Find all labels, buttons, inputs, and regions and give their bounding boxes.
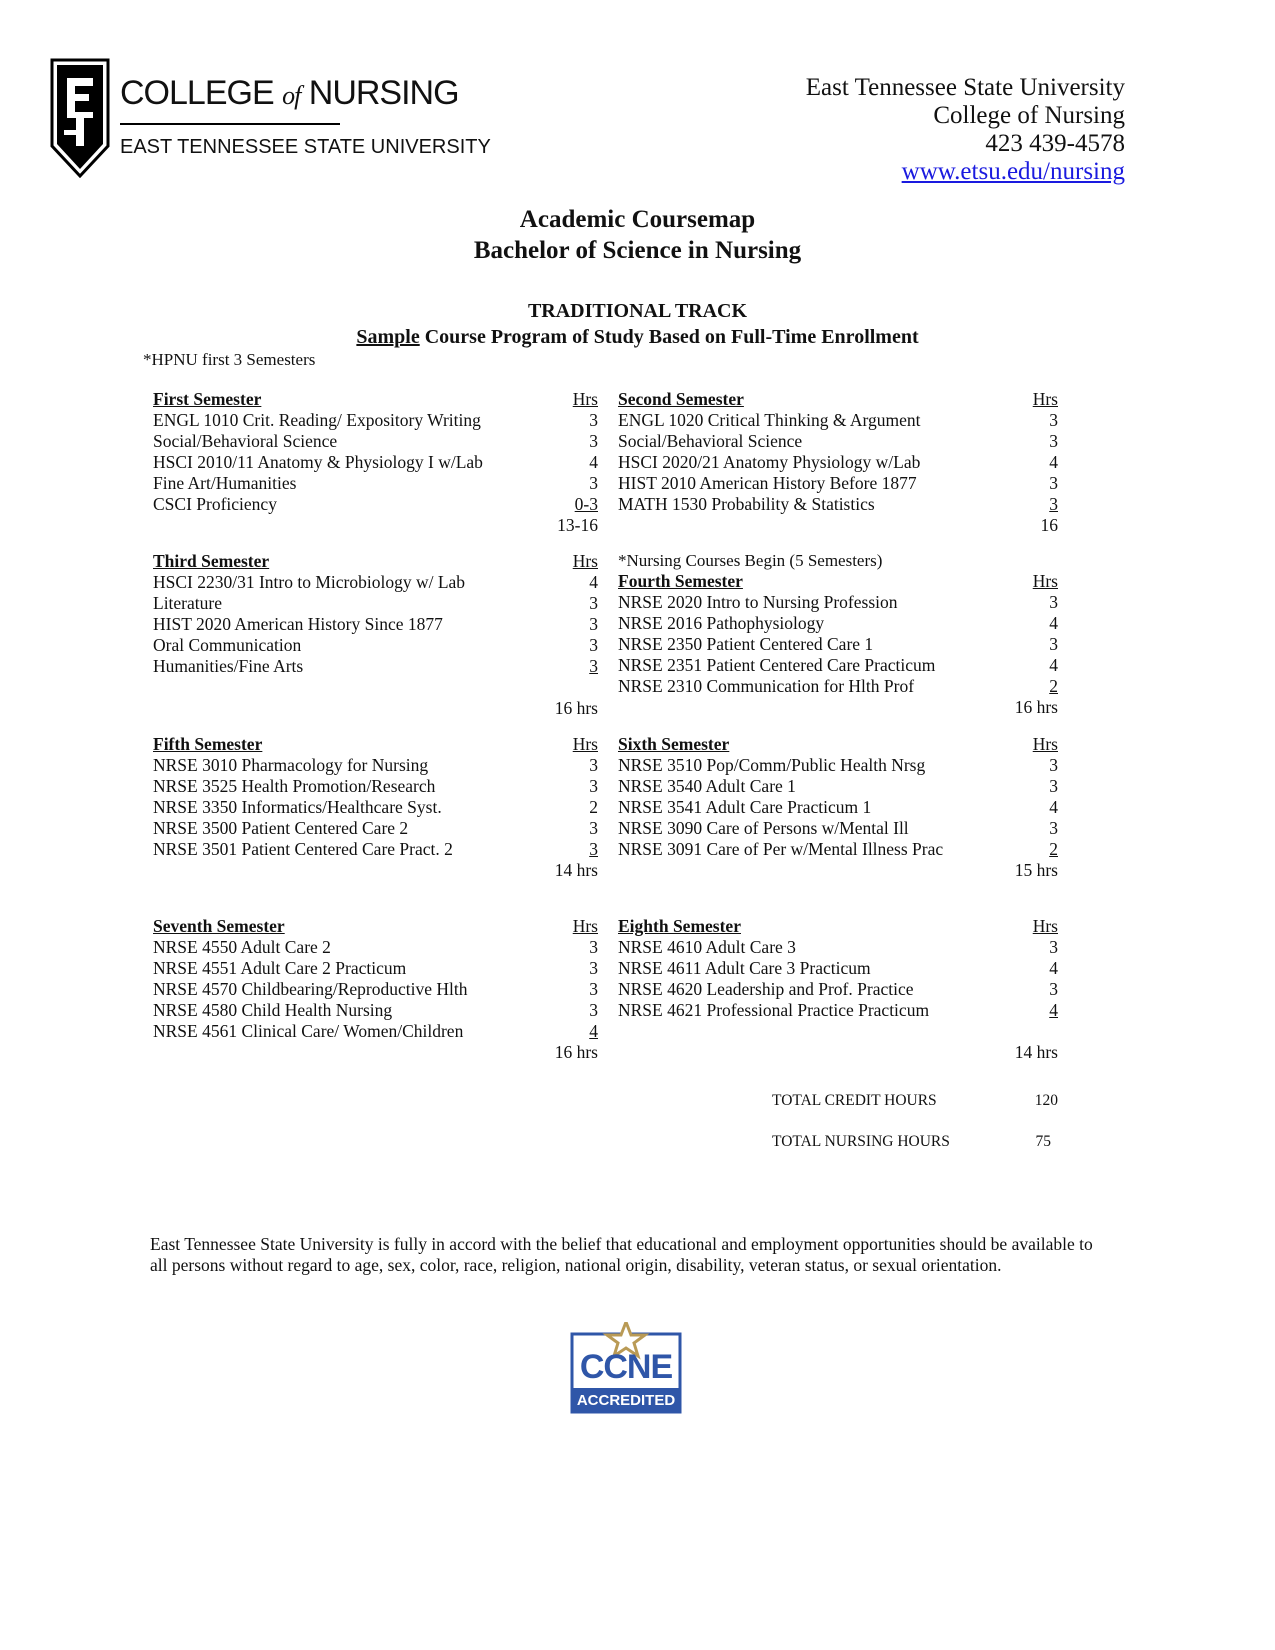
course-row-label: HIST 2020 American History Since 1877 [153, 614, 443, 634]
course-row [153, 473, 598, 494]
course-row-label: NRSE 3010 Pharmacology for Nursing [153, 755, 429, 775]
course-row-label: NRSE 3510 Pop/Comm/Public Health Nrsg [618, 755, 926, 775]
course-row-hours: 4 [589, 1021, 598, 1041]
semester-heading [618, 389, 1058, 410]
course-row-label: NRSE 3541 Adult Care Practicum 1 [618, 797, 872, 817]
seventh-semester [153, 916, 598, 1063]
course-row [618, 676, 1058, 697]
course-row-hours: 4 [1049, 797, 1058, 817]
semester-heading-label: Seventh Semester [153, 916, 285, 936]
semester-heading [153, 551, 598, 572]
course-row-label: Literature [153, 593, 222, 613]
course-row-hours: 4 [1049, 452, 1058, 472]
semester-heading [153, 916, 598, 937]
course-row-label: Fine Art/Humanities [153, 473, 297, 493]
semester-heading [153, 734, 598, 755]
semester-total-hours: 13-16 [557, 515, 598, 535]
semester-total [153, 1042, 598, 1063]
course-row [153, 979, 598, 1000]
course-row-label: CSCI Proficiency [153, 494, 277, 514]
course-row-label: HSCI 2230/31 Intro to Microbiology w/ Lab [153, 572, 466, 592]
course-row-hours: 4 [589, 452, 598, 472]
semester-heading-label: First Semester [153, 389, 262, 409]
course-row-hours: 3 [1049, 755, 1058, 775]
semester-heading-hours: Hrs [572, 551, 598, 571]
semester-total [618, 860, 1058, 881]
course-row-label: NRSE 4621 Professional Practice Practicum [618, 1000, 930, 1020]
semester-total-hours: 16 hrs [554, 698, 598, 718]
logo-college-of-nursing [120, 74, 459, 113]
course-row [153, 656, 598, 677]
course-row [153, 755, 598, 776]
course-row-hours: 3 [589, 818, 598, 838]
course-row [618, 937, 1058, 958]
course-row-hours: 3 [589, 431, 598, 451]
semester-total [153, 860, 598, 881]
semester-heading [153, 389, 598, 410]
course-row-hours: 4 [589, 572, 598, 592]
course-row-hours: 3 [589, 410, 598, 430]
track-heading: TRADITIONAL TRACK [527, 300, 748, 322]
course-row-label: NRSE 2351 Patient Centered Care Practicum [618, 655, 936, 675]
course-row-label: NRSE 4551 Adult Care 2 Practicum [153, 958, 407, 978]
course-row-hours: 4 [1049, 655, 1058, 675]
course-row [618, 776, 1058, 797]
semester-total [618, 1042, 1058, 1063]
semester-total-hours: 14 hrs [1014, 1042, 1058, 1062]
course-row [153, 776, 598, 797]
course-row [153, 818, 598, 839]
contact-phone: 423 439-4578 [985, 130, 1125, 157]
course-row-label: HSCI 2020/21 Anatomy Physiology w/Lab [618, 452, 921, 472]
course-row [618, 452, 1058, 473]
logo-word-college: COLLEGE [120, 74, 274, 112]
course-row [618, 613, 1058, 634]
course-row-hours: 3 [1049, 937, 1058, 957]
total-credit-label: TOTAL CREDIT HOURS [772, 1092, 937, 1109]
course-row [153, 958, 598, 979]
course-row-hours: 3 [589, 635, 598, 655]
course-row-hours: 4 [1049, 1000, 1058, 1020]
contact-college: College of Nursing [933, 102, 1125, 129]
course-row-label: NRSE 4561 Clinical Care/ Women/Children [153, 1021, 464, 1041]
semester-total [618, 515, 1058, 536]
course-row-hours: 3 [1049, 592, 1058, 612]
first-semester [153, 389, 598, 536]
course-row [153, 572, 598, 593]
website-link[interactable]: www.etsu.edu/nursing [901, 158, 1125, 185]
course-row [153, 452, 598, 473]
course-row-hours: 3 [1049, 818, 1058, 838]
contact-block [806, 74, 1125, 186]
course-row [153, 593, 598, 614]
course-row [618, 655, 1058, 676]
eeo-statement: East Tennessee State University is fully in accord with the belief that educational and employment opportunities should be available to all persons without regard to age, sex, color, race, religion, national origin, disability, veteran status, or sexual orientation. [150, 1234, 1093, 1275]
course-row [618, 839, 1058, 860]
semester-total-hours: 15 hrs [1014, 860, 1058, 880]
semester-total-hours: 16 hrs [1014, 697, 1058, 717]
course-row [153, 797, 598, 818]
course-row-label: ENGL 1010 Crit. Reading/ Expository Writing [153, 410, 481, 430]
ccne-accredited-text: ACCREDITED [576, 1392, 676, 1409]
course-row-label: NRSE 2020 Intro to Nursing Profession [618, 592, 898, 612]
course-row-hours: 3 [589, 614, 598, 634]
course-row [153, 494, 598, 515]
semester-total [618, 697, 1058, 718]
semester-heading-hours: Hrs [1032, 916, 1058, 936]
course-row-hours: 3 [1049, 431, 1058, 451]
course-row-hours: 4 [1049, 958, 1058, 978]
course-row-label: HIST 2010 American History Before 1877 [618, 473, 917, 493]
program-prefix: Sample [356, 326, 420, 348]
course-row [153, 635, 598, 656]
course-row-hours: 3 [589, 776, 598, 796]
total-credit-value: 120 [1034, 1092, 1058, 1109]
course-row-label: NRSE 4550 Adult Care 2 [153, 937, 331, 957]
etsu-shield-icon [50, 58, 110, 178]
course-row-label: NRSE 3525 Health Promotion/Research [153, 776, 436, 796]
ccne-accredited-badge [570, 1322, 682, 1414]
page-subtitle: Bachelor of Science in Nursing [473, 237, 802, 264]
course-row [618, 958, 1058, 979]
semester-heading [618, 916, 1058, 937]
course-row-label: ENGL 1020 Critical Thinking & Argument [618, 410, 921, 430]
fourth-semester [618, 571, 1058, 718]
eighth-semester [618, 916, 1058, 1063]
third-semester [153, 551, 598, 719]
total-nursing-value: 75 [1035, 1133, 1051, 1150]
course-row [153, 937, 598, 958]
course-row-hours: 3 [1049, 473, 1058, 493]
logo-divider [120, 123, 340, 125]
spacer-row [153, 677, 598, 698]
semester-total [153, 515, 598, 536]
course-row-label: NRSE 3091 Care of Per w/Mental Illness Prac [618, 839, 944, 859]
semester-heading-label: Eighth Semester [618, 916, 741, 936]
course-row-label: NRSE 2016 Pathophysiology [618, 613, 825, 633]
course-row-hours: 3 [589, 839, 598, 859]
course-row-hours: 4 [1049, 613, 1058, 633]
program-heading [0, 326, 1275, 349]
nursing-begin-note: *Nursing Courses Begin (5 Semesters) [618, 551, 883, 570]
course-row-label: MATH 1530 Probability & Statistics [618, 494, 875, 514]
course-row [618, 797, 1058, 818]
course-row-label: HSCI 2010/11 Anatomy & Physiology I w/Lab [153, 452, 483, 472]
semester-heading-hours: Hrs [1032, 734, 1058, 754]
logo-word-of: of [282, 81, 301, 110]
program-rest: Course Program of Study Based on Full-Time Enrollment [419, 326, 919, 348]
course-row-label: NRSE 4610 Adult Care 3 [618, 937, 796, 957]
course-row-hours: 3 [589, 937, 598, 957]
course-row-hours: 0-3 [574, 494, 598, 514]
semester-total [153, 698, 598, 719]
semester-heading-hours: Hrs [572, 916, 598, 936]
semester-heading-label: Second Semester [618, 389, 744, 409]
course-row [618, 634, 1058, 655]
course-row [618, 818, 1058, 839]
course-row-hours: 3 [1049, 634, 1058, 654]
course-row-label: NRSE 4620 Leadership and Prof. Practice [618, 979, 914, 999]
course-row [153, 1021, 598, 1042]
course-row-hours: 3 [589, 755, 598, 775]
semester-heading-label: Fifth Semester [153, 734, 263, 754]
course-row-hours: 3 [1049, 494, 1058, 514]
college-logo [50, 58, 491, 178]
sixth-semester [618, 734, 1058, 881]
course-row-hours: 3 [589, 473, 598, 493]
course-row-hours: 3 [1049, 776, 1058, 796]
course-row [618, 494, 1058, 515]
semester-total-hours: 16 [1040, 515, 1058, 535]
course-row-hours: 3 [589, 1000, 598, 1020]
page-title: Academic Coursemap [519, 206, 756, 233]
course-row [618, 410, 1058, 431]
total-nursing-label: TOTAL NURSING HOURS [772, 1133, 950, 1150]
course-row [153, 431, 598, 452]
course-row-label: NRSE 2350 Patient Centered Care 1 [618, 634, 874, 654]
semester-heading-hours: Hrs [1032, 389, 1058, 409]
semester-heading-hours: Hrs [572, 389, 598, 409]
course-row [153, 1000, 598, 1021]
fifth-semester [153, 734, 598, 881]
course-row-hours: 3 [589, 656, 598, 676]
course-row-hours: 3 [589, 958, 598, 978]
course-row [618, 473, 1058, 494]
logo-etsu: EAST TENNESSEE STATE UNIVERSITY [120, 136, 491, 158]
course-row-hours: 3 [1049, 979, 1058, 999]
course-row-label: Oral Communication [153, 635, 302, 655]
course-row [153, 839, 598, 860]
course-row [618, 755, 1058, 776]
semester-heading-label: Third Semester [153, 551, 270, 571]
course-row [153, 614, 598, 635]
course-row-hours: 2 [1049, 839, 1058, 859]
course-row-label: Social/Behavioral Science [618, 431, 803, 451]
semester-heading-hours: Hrs [1032, 571, 1058, 591]
semester-heading [618, 571, 1058, 592]
course-row [618, 979, 1058, 1000]
semester-heading-label: Fourth Semester [618, 571, 743, 591]
course-row-label: NRSE 3500 Patient Centered Care 2 [153, 818, 409, 838]
second-semester [618, 389, 1058, 536]
semester-heading [618, 734, 1058, 755]
course-row-label: NRSE 3350 Informatics/Healthcare Syst. [153, 797, 442, 817]
course-row-hours: 3 [1049, 410, 1058, 430]
course-row-label: NRSE 4570 Childbearing/Reproductive Hlth [153, 979, 468, 999]
course-row-label: Humanities/Fine Arts [153, 656, 304, 676]
semester-total-hours: 14 hrs [554, 860, 598, 880]
course-row-label: NRSE 4611 Adult Care 3 Practicum [618, 958, 871, 978]
semester-heading-label: Sixth Semester [618, 734, 730, 754]
course-row [618, 1000, 1058, 1021]
course-row-label: NRSE 3501 Patient Centered Care Pract. 2 [153, 839, 453, 859]
course-row [153, 410, 598, 431]
course-row [618, 431, 1058, 452]
contact-university: East Tennessee State University [805, 74, 1125, 101]
course-row-label: NRSE 3540 Adult Care 1 [618, 776, 796, 796]
semester-heading-hours: Hrs [572, 734, 598, 754]
course-row-hours: 3 [589, 979, 598, 999]
spacer-row [618, 1021, 1058, 1042]
course-row-hours: 2 [589, 797, 598, 817]
course-row-hours: 3 [589, 593, 598, 613]
ccne-text: CCNE [579, 1348, 673, 1386]
logo-word-nursing: NURSING [308, 74, 459, 112]
course-row-label: NRSE 3090 Care of Persons w/Mental Ill [618, 818, 909, 838]
course-row-label: Social/Behavioral Science [153, 431, 338, 451]
course-row [618, 592, 1058, 613]
course-row-label: NRSE 2310 Communication for Hlth Prof [618, 676, 915, 696]
semester-total-hours: 16 hrs [554, 1042, 598, 1062]
hpnu-note: *HPNU first 3 Semesters [143, 350, 316, 369]
course-row-hours: 2 [1049, 676, 1058, 696]
course-row-label: NRSE 4580 Child Health Nursing [153, 1000, 393, 1020]
